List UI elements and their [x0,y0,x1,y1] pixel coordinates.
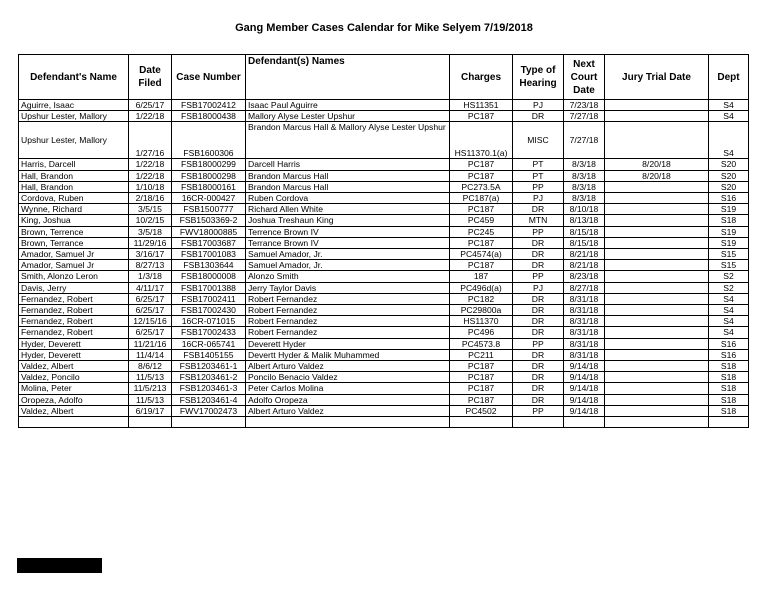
cell-defendants-names: Albert Arturo Valdez [246,405,450,416]
cell-defendants-names: Robert Fernandez [246,316,450,327]
cell-case-number: FSB17001083 [172,249,246,260]
table-row [19,349,749,360]
cell-defendant: Valdez, Poncilo [19,372,129,383]
table-row [19,383,749,394]
cell-next-court-date: 9/14/18 [564,361,605,372]
cell-dept: S4 [709,122,749,159]
table-row [19,204,749,215]
table-row-empty [19,417,749,428]
table-row [19,249,749,260]
empty-cell [605,417,709,428]
cell-jury-trial-date [605,394,709,405]
cell-charges: PC29800a [450,305,513,316]
cell-defendants-names: Terrance Brown IV [246,237,450,248]
cell-next-court-date: 9/14/18 [564,394,605,405]
cell-defendants-names: Robert Fernandez [246,327,450,338]
cell-date-filed: 1/22/18 [129,159,172,170]
cell-dept: S4 [709,305,749,316]
header-defendant: Defendant's Name [19,55,129,100]
table-row [19,193,749,204]
table-row [19,305,749,316]
empty-cell [564,417,605,428]
cell-next-court-date: 7/23/18 [564,100,605,111]
cell-date-filed: 1/3/18 [129,271,172,282]
cell-dept: S18 [709,383,749,394]
header-defendants-names: Defendant(s) Names [246,55,450,100]
cell-date-filed: 11/5/213 [129,383,172,394]
cell-dept: S15 [709,260,749,271]
cell-hearing-type: DR [513,349,564,360]
header-charges: Charges [450,55,513,100]
cell-charges: PC496 [450,327,513,338]
cell-case-number: FSB17002412 [172,100,246,111]
cell-case-number: FSB18000161 [172,181,246,192]
cell-dept: S19 [709,237,749,248]
cell-defendants-names: Robert Fernandez [246,305,450,316]
cell-defendant: Fernandez, Robert [19,316,129,327]
empty-cell [513,417,564,428]
cell-dept: S20 [709,170,749,181]
cell-next-court-date: 9/14/18 [564,372,605,383]
cell-defendants-names: Peter Carlos Molina [246,383,450,394]
cell-dept: S20 [709,159,749,170]
cell-date-filed: 1/10/18 [129,181,172,192]
cell-jury-trial-date [605,215,709,226]
table-row [19,260,749,271]
cell-next-court-date: 8/31/18 [564,338,605,349]
table-row [19,271,749,282]
cell-next-court-date: 8/31/18 [564,316,605,327]
cell-charges: PC245 [450,226,513,237]
cell-charges: PC273.5A [450,181,513,192]
cell-date-filed: 2/18/16 [129,193,172,204]
cell-hearing-type: PJ [513,193,564,204]
cell-date-filed: 8/6/12 [129,361,172,372]
table-row [19,226,749,237]
cell-date-filed: 6/19/17 [129,405,172,416]
empty-cell [709,417,749,428]
cell-next-court-date: 8/21/18 [564,260,605,271]
cell-jury-trial-date [605,338,709,349]
header-case-number: Case Number [172,55,246,100]
cell-case-number: FSB1600306 [172,122,246,159]
cell-defendant: Harris, Darcell [19,159,129,170]
cell-case-number: FSB1303644 [172,260,246,271]
cell-case-number: FSB18000008 [172,271,246,282]
table-row [19,170,749,181]
cell-hearing-type: DR [513,383,564,394]
cell-charges: PC211 [450,349,513,360]
cell-defendant: Fernandez, Robert [19,305,129,316]
cell-date-filed: 1/22/18 [129,170,172,181]
cell-case-number: FSB1203461-3 [172,383,246,394]
cell-charges: PC4574(a) [450,249,513,260]
cell-date-filed: 6/25/17 [129,327,172,338]
cell-hearing-type: PP [513,405,564,416]
cell-case-number: FSB1500777 [172,204,246,215]
cell-jury-trial-date [605,405,709,416]
cell-hearing-type: PP [513,338,564,349]
cell-hearing-type: DR [513,316,564,327]
cell-dept: S20 [709,181,749,192]
cell-hearing-type: DR [513,394,564,405]
cell-charges: PC187 [450,361,513,372]
cell-jury-trial-date [605,305,709,316]
cell-charges: PC187 [450,204,513,215]
cell-defendant: Cordova, Ruben [19,193,129,204]
cell-dept: S4 [709,111,749,122]
cell-defendants-names: Terrence Brown IV [246,226,450,237]
table-row [19,215,749,226]
cell-jury-trial-date [605,226,709,237]
cell-defendants-names: Devertt Hyder & Malik Muhammed [246,349,450,360]
header-type-of-hearing: Type of Hearing [513,55,564,100]
cell-date-filed: 11/5/13 [129,372,172,383]
cell-date-filed: 3/5/18 [129,226,172,237]
cell-jury-trial-date: 8/20/18 [605,170,709,181]
cell-defendant: Valdez, Albert [19,361,129,372]
cell-dept: S4 [709,100,749,111]
cell-jury-trial-date [605,383,709,394]
cell-hearing-type: PJ [513,100,564,111]
cell-hearing-type: DR [513,361,564,372]
cell-charges: PC459 [450,215,513,226]
cell-dept: S19 [709,226,749,237]
table-body [19,100,749,428]
cell-charges: PC187(a) [450,193,513,204]
table-row [19,111,749,122]
cell-charges: PC4502 [450,405,513,416]
cell-date-filed: 1/22/18 [129,111,172,122]
cell-defendant: Amador, Samuel Jr [19,260,129,271]
header-next-court-date: Next Court Date [564,55,605,100]
cell-jury-trial-date [605,271,709,282]
cell-case-number: 16CR-000427 [172,193,246,204]
table-row [19,316,749,327]
cell-hearing-type: PT [513,159,564,170]
cases-table [18,54,749,428]
cell-jury-trial-date [605,316,709,327]
cell-defendant: Fernandez, Robert [19,293,129,304]
cell-defendant: Fernandez, Robert [19,327,129,338]
cell-next-court-date: 8/10/18 [564,204,605,215]
cell-charges: HS11351 [450,100,513,111]
cell-date-filed: 12/15/16 [129,316,172,327]
cell-next-court-date: 8/31/18 [564,293,605,304]
cell-case-number: FWV18000885 [172,226,246,237]
cell-jury-trial-date [605,204,709,215]
cell-defendants-names: Joshua Treshaun King [246,215,450,226]
empty-cell [19,417,129,428]
cell-defendants-names: Brandon Marcus Hall & Mallory Alyse Lester Upshur [246,122,450,159]
header-date-filed: Date Filed [129,55,172,100]
cell-jury-trial-date [605,193,709,204]
cell-dept: S4 [709,293,749,304]
cell-jury-trial-date [605,327,709,338]
cell-dept: S16 [709,349,749,360]
cell-jury-trial-date [605,100,709,111]
cell-next-court-date: 8/3/18 [564,193,605,204]
cell-case-number: FSB17002433 [172,327,246,338]
cell-dept: S18 [709,405,749,416]
cell-defendant: Amador, Samuel Jr [19,249,129,260]
cell-charges: PC187 [450,394,513,405]
cell-dept: S4 [709,316,749,327]
empty-cell [172,417,246,428]
cell-charges: HS11370.1(a) [450,122,513,159]
cell-dept: S18 [709,394,749,405]
cell-hearing-type: DR [513,237,564,248]
cell-date-filed: 11/29/16 [129,237,172,248]
cell-date-filed: 8/27/13 [129,260,172,271]
cell-defendants-names: Alonzo Smith [246,271,450,282]
table-row [19,338,749,349]
cell-hearing-type: MISC [513,122,564,159]
cell-next-court-date: 8/3/18 [564,159,605,170]
cell-date-filed: 6/25/17 [129,293,172,304]
cell-jury-trial-date [605,349,709,360]
header-dept: Dept [709,55,749,100]
cell-defendants-names: Adolfo Oropeza [246,394,450,405]
cell-case-number: FSB1203461-2 [172,372,246,383]
cell-next-court-date: 9/14/18 [564,405,605,416]
cell-date-filed: 4/11/17 [129,282,172,293]
cell-date-filed: 6/25/17 [129,100,172,111]
cell-date-filed: 10/2/15 [129,215,172,226]
cell-next-court-date: 8/23/18 [564,271,605,282]
table-row [19,122,749,159]
cell-charges: PC182 [450,293,513,304]
cell-date-filed: 1/27/16 [129,122,172,159]
table-row [19,405,749,416]
cell-date-filed: 11/5/13 [129,394,172,405]
cell-next-court-date: 8/31/18 [564,305,605,316]
cell-charges: PC187 [450,170,513,181]
cell-next-court-date: 8/13/18 [564,215,605,226]
cell-date-filed: 11/4/14 [129,349,172,360]
cell-case-number: FSB1405155 [172,349,246,360]
cell-next-court-date: 8/31/18 [564,349,605,360]
cell-charges: PC187 [450,237,513,248]
cell-jury-trial-date [605,361,709,372]
cell-dept: S19 [709,204,749,215]
cell-next-court-date: 7/27/18 [564,111,605,122]
cell-case-number: FSB17002430 [172,305,246,316]
cell-jury-trial-date [605,372,709,383]
cell-defendants-names: Mallory Alyse Lester Upshur [246,111,450,122]
cell-dept: S2 [709,271,749,282]
table-row [19,100,749,111]
header-row [19,55,749,100]
cell-defendant: Oropeza, Adolfo [19,394,129,405]
cell-defendant: Brown, Terrence [19,226,129,237]
cell-case-number: FSB17001388 [172,282,246,293]
cell-jury-trial-date [605,122,709,159]
cell-jury-trial-date [605,260,709,271]
cell-defendants-names: Jerry Taylor Davis [246,282,450,293]
cell-next-court-date: 8/27/18 [564,282,605,293]
header-jury-trial-date: Jury Trial Date [605,55,709,100]
document-title: Gang Member Cases Calendar for Mike Selyem 7/19/2018 [235,22,533,34]
cell-jury-trial-date [605,293,709,304]
cell-dept: S18 [709,361,749,372]
cell-defendants-names: Richard Allen White [246,204,450,215]
cell-defendants-names: Robert Fernandez [246,293,450,304]
cell-case-number: FSB1203461-4 [172,394,246,405]
cell-charges: PC4573.8 [450,338,513,349]
cell-defendants-names: Samuel Amador, Jr. [246,260,450,271]
cell-hearing-type: DR [513,204,564,215]
cell-jury-trial-date: 8/20/18 [605,159,709,170]
cell-next-court-date: 8/3/18 [564,181,605,192]
table-row [19,181,749,192]
cell-defendant: Valdez, Albert [19,405,129,416]
cell-defendants-names: Darcell Harris [246,159,450,170]
cell-charges: PC187 [450,111,513,122]
cell-case-number: FSB17002411 [172,293,246,304]
cell-defendants-names: Samuel Amador, Jr. [246,249,450,260]
cell-defendant: Aguirre, Isaac [19,100,129,111]
cell-defendant: Hyder, Deverett [19,338,129,349]
cell-charges: PC187 [450,260,513,271]
cell-hearing-type: MTN [513,215,564,226]
cell-defendant: Upshur Lester, Mallory [19,111,129,122]
table-row [19,282,749,293]
cell-hearing-type: DR [513,305,564,316]
cell-defendants-names: Brandon Marcus Hall [246,181,450,192]
table-row [19,372,749,383]
cell-next-court-date: 9/14/18 [564,383,605,394]
cell-charges: HS11370 [450,316,513,327]
cell-hearing-type: PP [513,226,564,237]
cell-hearing-type: DR [513,111,564,122]
cell-case-number: 16CR-071015 [172,316,246,327]
cell-jury-trial-date [605,181,709,192]
empty-cell [246,417,450,428]
cell-case-number: FWV17002473 [172,405,246,416]
cell-hearing-type: DR [513,372,564,383]
cell-case-number: FSB1503369-2 [172,215,246,226]
cell-date-filed: 3/5/15 [129,204,172,215]
cell-hearing-type: DR [513,260,564,271]
cell-date-filed: 6/25/17 [129,305,172,316]
cell-next-court-date: 8/3/18 [564,170,605,181]
cell-jury-trial-date [605,111,709,122]
cell-dept: S16 [709,338,749,349]
table-row [19,361,749,372]
cell-defendant: Hyder, Deverett [19,349,129,360]
cell-case-number: FSB18000438 [172,111,246,122]
table-row [19,159,749,170]
cell-dept: S2 [709,282,749,293]
table-row [19,394,749,405]
cell-defendants-names: Ruben Cordova [246,193,450,204]
table-row [19,327,749,338]
cell-case-number: FSB18000299 [172,159,246,170]
table-row [19,293,749,304]
cell-case-number: FSB17003687 [172,237,246,248]
cell-charges: PC187 [450,383,513,394]
cell-defendant: Hall, Brandon [19,170,129,181]
cell-defendants-names: Isaac Paul Aguirre [246,100,450,111]
cell-defendants-names: Poncilo Benacio Valdez [246,372,450,383]
cell-hearing-type: PT [513,170,564,181]
cell-hearing-type: PP [513,271,564,282]
empty-cell [450,417,513,428]
cell-charges: 187 [450,271,513,282]
empty-cell [129,417,172,428]
cell-defendants-names: Albert Arturo Valdez [246,361,450,372]
cell-jury-trial-date [605,237,709,248]
cell-next-court-date: 8/15/18 [564,237,605,248]
cell-case-number: FSB18000298 [172,170,246,181]
cell-charges: PC496d(a) [450,282,513,293]
cell-defendant: King, Joshua [19,215,129,226]
cell-defendants-names: Brandon Marcus Hall [246,170,450,181]
cell-jury-trial-date [605,249,709,260]
cell-defendant: Wynne, Richard [19,204,129,215]
cell-hearing-type: PP [513,181,564,192]
cell-defendant: Molina, Peter [19,383,129,394]
cell-case-number: 16CR-065741 [172,338,246,349]
cell-hearing-type: DR [513,293,564,304]
cell-hearing-type: DR [513,327,564,338]
cell-case-number: FSB1203461-1 [172,361,246,372]
cell-defendant: Brown, Terrance [19,237,129,248]
cell-defendant: Upshur Lester, Mallory [19,122,129,159]
cell-hearing-type: PJ [513,282,564,293]
cell-hearing-type: DR [513,249,564,260]
cell-next-court-date: 8/31/18 [564,327,605,338]
table-row [19,237,749,248]
cell-next-court-date: 8/15/18 [564,226,605,237]
cell-dept: S18 [709,215,749,226]
cell-dept: S18 [709,372,749,383]
cell-dept: S16 [709,193,749,204]
cell-charges: PC187 [450,372,513,383]
cell-next-court-date: 7/27/18 [564,122,605,159]
cell-date-filed: 3/16/17 [129,249,172,260]
cell-defendant: Davis, Jerry [19,282,129,293]
cell-dept: S4 [709,327,749,338]
cell-charges: PC187 [450,159,513,170]
cell-date-filed: 11/21/16 [129,338,172,349]
cell-dept: S15 [709,249,749,260]
cell-defendant: Smith, Alonzo Leron [19,271,129,282]
cell-next-court-date: 8/21/18 [564,249,605,260]
cell-jury-trial-date [605,282,709,293]
redaction-block [17,558,102,573]
cell-defendant: Hall, Brandon [19,181,129,192]
cell-defendants-names: Deverett Hyder [246,338,450,349]
